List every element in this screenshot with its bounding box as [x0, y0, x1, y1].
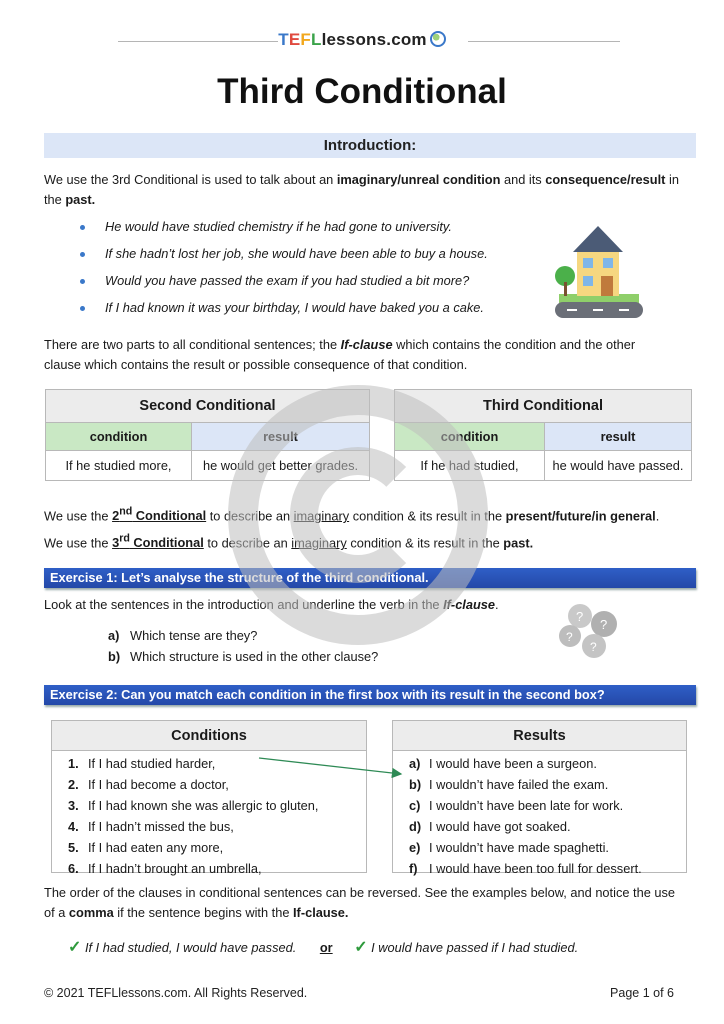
list-item: a) Which tense are they?: [108, 628, 258, 643]
reversal-examples: ✓ If I had studied, I would have passed. or ✓ I would have passed if I had studied.: [68, 939, 579, 956]
results-title: Results: [393, 721, 686, 751]
exercise1-instructions: Look at the sentences in the introduction and underline the verb in the If-clause.: [44, 597, 499, 612]
second-conditional-table: Second Conditional condition result If he studied more, he would get better grades.: [45, 389, 370, 481]
site-logo: TEFLlessons.com: [0, 30, 724, 50]
svg-text:?: ?: [590, 640, 597, 654]
question-bubbles-icon: [556, 602, 626, 662]
conditions-title: Conditions: [52, 721, 366, 751]
list-item: f) I would have been too full for dessert.: [409, 861, 642, 876]
intro-examples: [78, 217, 488, 325]
list-item: 2. If I had become a doctor,: [68, 777, 229, 792]
copyright: © 2021 TEFLlessons.com. All Rights Reserved.: [44, 986, 308, 1000]
list-item: a) I would have been a surgeon.: [409, 756, 597, 771]
list-item: b) I wouldn’t have failed the exam.: [409, 777, 609, 792]
list-item: Would you have passed the exam if you had studied a bit more?: [78, 271, 488, 298]
list-item: 1. If I had studied harder,: [68, 756, 216, 771]
svg-text:?: ?: [600, 617, 608, 632]
list-item: If I had known it was your birthday, I would have baked you a cake.: [78, 298, 488, 325]
exercise1-questions: [108, 626, 378, 668]
list-item: 5. If I had eaten any more,: [68, 840, 224, 855]
list-item: If she hadn’t lost her job, she would have been able to buy a house.: [78, 244, 488, 271]
svg-text:?: ?: [576, 609, 584, 624]
page-number: Page 1 of 6: [610, 986, 674, 1000]
usage-second: We use the 2nd Conditional to describe an imaginary condition & its result in the present/future/in general.: [44, 506, 660, 524]
list-item: 6. If I hadn’t brought an umbrella,: [68, 861, 262, 876]
page-title: Third Conditional: [217, 72, 507, 111]
reversal-paragraph: The order of the clauses in conditional sentences can be reversed. See the examples below, and notice the use of a comma if the sentence begins with the If-clause.: [44, 885, 675, 920]
checkmark-icon: ✓: [354, 939, 368, 956]
usage-third: We use the 3rd Conditional to describe an imaginary condition & its result in the past.: [44, 533, 534, 551]
conditional-parts-paragraph: There are two parts to all conditional sentences; the If-clause which contains the condition and the other clause which contains the result or possible consequence of that condition.: [44, 337, 636, 372]
match-arrow: [255, 752, 415, 782]
exercise2-heading: Exercise 2: Can you match each condition in the first box with its result in the second box?: [44, 685, 696, 705]
third-conditional-table: Third Conditional condition result If he had studied, he would have passed.: [394, 389, 692, 481]
house-illustration: [553, 222, 645, 322]
results-box: [392, 720, 687, 876]
svg-text:?: ?: [566, 630, 573, 644]
list-item: 3. If I had known she was allergic to gluten,: [68, 798, 319, 813]
list-item: d) I would have got soaked.: [409, 819, 571, 834]
list-item: 4. If I hadn’t missed the bus,: [68, 819, 234, 834]
list-item: e) I wouldn’t have made spaghetti.: [409, 840, 609, 855]
exercise1-heading: Exercise 1: Let’s analyse the structure of the third conditional.: [44, 568, 696, 588]
list-item: c) I wouldn’t have been late for work.: [409, 798, 624, 813]
intro-heading: Introduction:: [44, 133, 696, 158]
intro-paragraph: We use the 3rd Conditional is used to talk about an imaginary/unreal condition and its consequence/result in the past.: [44, 172, 679, 207]
list-item: b) Which structure is used in the other clause?: [108, 649, 379, 664]
list-item: He would have studied chemistry if he had gone to university.: [78, 217, 488, 244]
conditions-box: [51, 720, 367, 876]
globe-icon: [430, 31, 446, 47]
checkmark-icon: ✓: [68, 939, 82, 956]
